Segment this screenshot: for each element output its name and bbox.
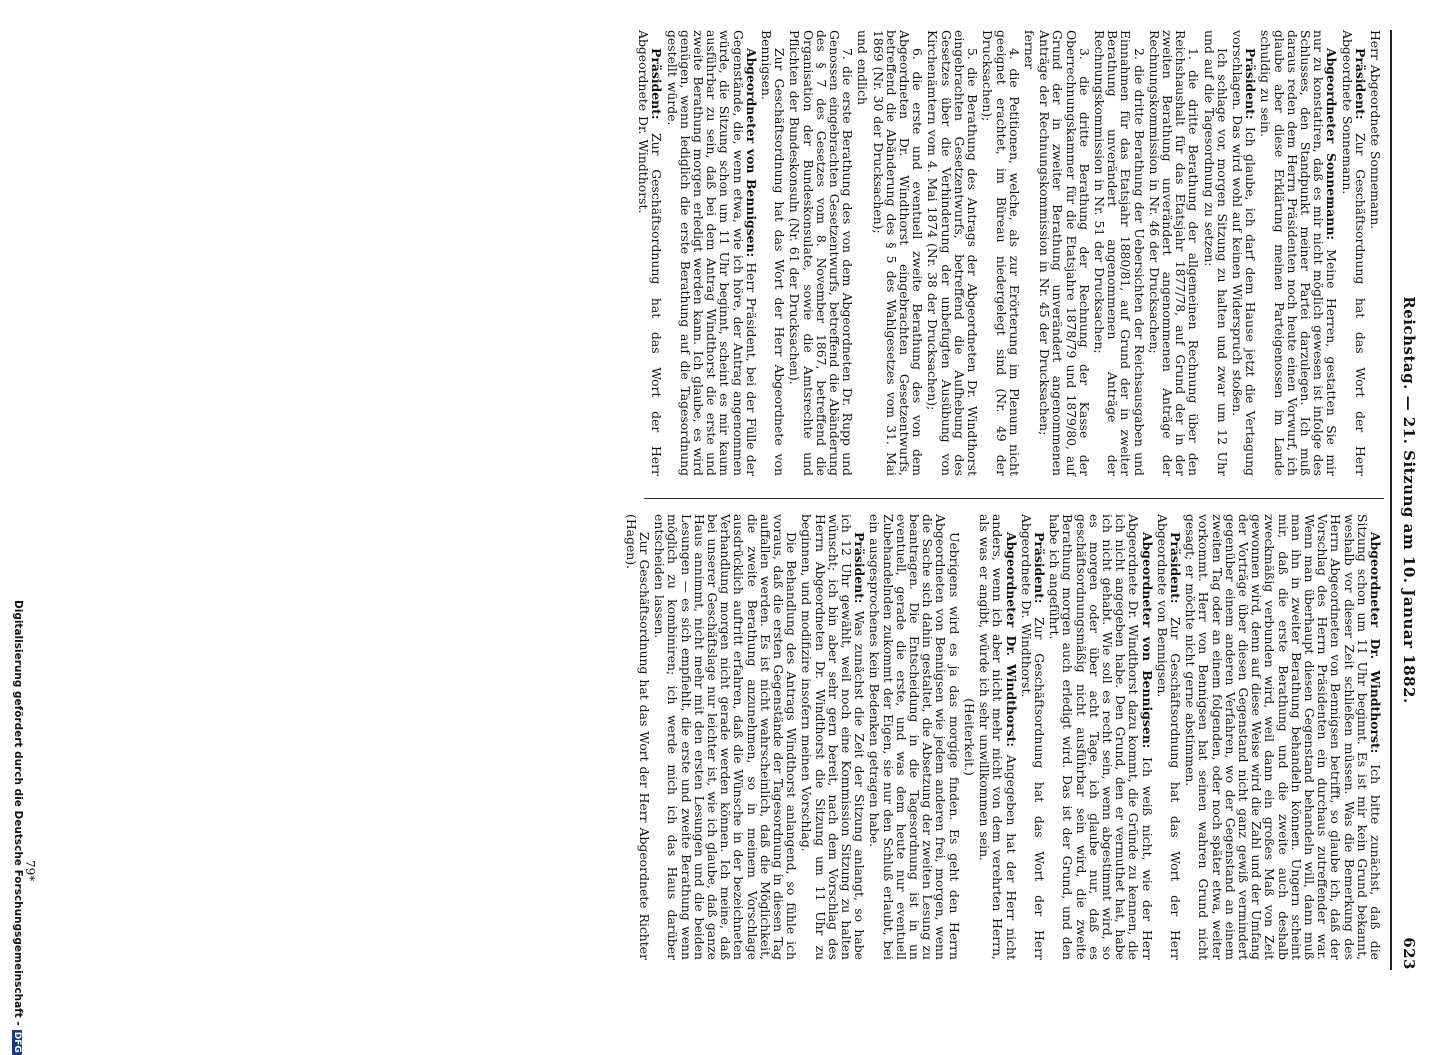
credit-text — [6, 600, 24, 1053]
speech: Was zunächst die Zeit der Sitzung anlangt, so habe ich 12 Uhr gewählt, weil noch eine Kommission Sitzung zu halten wünscht; ich bin aber sehr gern bereit, nach dem Vorschlag des Herrn Abgeordneten Dr. Windthorst die Sitzung um 11 Uhr zu beginnen, und modifizire insofern meinen Vorschlag. — [799, 514, 868, 960]
right-p6: (Heiterkeit.) — [961, 698, 977, 776]
left-p5: Ich schlage vor, morgen Sitzung zu halten und zwar um 12 Uhr und auf die Tagesordnung zu setzen: — [1201, 30, 1230, 476]
agenda-list-3 — [788, 30, 854, 476]
list-item: 2. die dritte Berathung der Uebersichten der Reichsausgaben und Einnahmen für das Etatsjahr 1880/81, auf Grund der in zweiter Berathung unverändert angenommenen Anträge der Rechnungskommission in Nr. 51 der Drucksachen; — [1091, 30, 1147, 476]
speaker: Präsident: — [1031, 532, 1047, 604]
list-item: 1. die dritte Berathung der allgemeinen Rechnung über den Reichshaushalt für das Etatsjahr 1877/78, auf Grund der in der zweiten Berathung unverändert angenommenen Anträge der Rechnungskommission in Nr. 46 der Drucksachen; — [1146, 30, 1202, 476]
agenda-list-2 — [871, 30, 1020, 476]
speaker: Abgeordneter Dr. Windthorst: — [1003, 532, 1019, 747]
right-p2 — [1156, 514, 1182, 960]
column-divider — [644, 498, 1384, 499]
speech: Zur Geschäftsordnung hat das Wort der Herr Abgeordnete Sonnemann. — [1339, 30, 1368, 476]
credit-label: Digitalisierung gefördert durch die Deutsche Forschungsgemeinschaft - — [12, 600, 24, 1026]
speech: Herr Präsident, bei der Fülle der Gegenstände, die, wenn etwa, wie ich höre, der Antrag angenommen würde, die Sitzung schon um 11 Uhr beginnt, scheint es mir kaum ausführbar zu sein, daß bei dem Antrag Windthorst die erste und zweite Berathung morgen erledigt werden kann. Ich glaube, es wird genügen, wenn lediglich die erste Berathung auf die Tagesordnung gestellt würde. — [664, 30, 759, 476]
left-und-endlich: und endlich — [855, 30, 871, 105]
speech: Angegeben hat der Herr nicht anders, wenn ich aber nicht mehr nicht von dem verehrten Herrn, als was er angibt, würde ich sehr unwillkommen sein. — [977, 514, 1019, 960]
right-p10: Zur Geschäftsordnung hat das Wort der Herr Abgeordnete Richter (Hagen). — [623, 514, 653, 961]
speaker: Präsident: — [1167, 532, 1183, 604]
list-item: 6. die erste und eventuell zweite Berathung des von dem Abgeordneten Dr. Windthorst eingebrachten Gesetzentwurfs, betreffend die Abänderung des § 5 des Wahlgesetzes vom 31. Mai 1869 (Nr. 30 der Drucksachen); — [870, 30, 926, 476]
agenda-list-1 — [1038, 30, 1200, 476]
speech: Zur Geschäftsordnung hat das Wort der Herr Abgeordnete Dr. Windthorst. — [636, 30, 665, 476]
left-p8 — [637, 30, 663, 476]
list-item: 7. die erste Berathung des von dem Abgeordneten Dr. Rupp und Genossen eingebrachten Gesetzentwurfs, betreffend die Abänderung des § 7 des Gesetzes vom 8. November 1867, betreffend die Organisation der Bundeskonsulate, sowie die Amtsrechte und Pflichten der Bundeskonsuln (Nr. 61 der Drucksachen). — [787, 30, 856, 476]
left-p1: Herr Abgeordnete Sonnemann. — [1368, 30, 1383, 230]
speech: Zur Geschäftsordnung hat das Wort der Herr Abgeordnete von Bennigsen. — [1154, 514, 1183, 960]
dfg-logo: DFG — [12, 1031, 22, 1053]
footer-signature: 79* — [23, 860, 37, 882]
speaker: Abgeordneter von Bennigsen: — [1139, 532, 1155, 749]
right-p3 — [1048, 514, 1154, 960]
speech: Zur Geschäftsordnung hat das Wort der Herr Abgeordnete Dr. Windthorst. — [1018, 514, 1047, 960]
digitization-credit — [6, 600, 24, 1053]
header-rule — [1390, 30, 1392, 970]
speech: Ich bitte zunächst, daß die Sitzung schon um 11 Uhr beginnt. Es ist mir kein Grund bekannt, weshalb vor dieser Zeit schließen müssen. Was die Bemerkung des Herrn Abgeordneten von Bennigsen betrifft, so glaube ich, daß der Vorschlag des Herrn Präsidenten ein durchaus zutreffender war. Wenn man überhaupt diesen Gegenstand behandeln will, dann muß man ihn in zweiter Berathung behandeln können. Ungern scheint mir, daß die erste Berathung und die zweite auch deshalb zweckmäßig verbunden wird, weil dann ein großes Maß von Zeit gewonnen wird, denn auf diese Weise wird die Zahl und der Umfang der Vorträge über diesen Gegenstand nicht ganz gewiß vermindert gegenüber einem anderen Verfahren, wo der Gegenstand an einem zweiten Tag oder an einem folgenden, oder noch später etwa, weiter vorkommt. Herr von Bennigsen hat seinen wahren Grund nicht gesagt; er möchte nicht gerne abstimmen. — [1183, 514, 1383, 960]
right-p7: Uebrigens wird es ja das morgige finden. Es geht den Herrn Abgeordneten von Bennigsen wie jedem anderen frei, morgen, wenn die Sache sich dahin gestaltet, die Absetzung der zweiten Lesung zu beantragen. Die Entscheidung in die Tagesordnung ist in un eventuell, gerade die erste, und was dem heute nur eventuell Zubehandelnden zukommt der Eigen, sie nur den Schluß erlaubt, bei ein ausgesprochenes kein Bedenken getragen habe. — [867, 514, 962, 960]
speaker: Präsident: — [1243, 48, 1259, 120]
right-p9: Die Behandlung des Antrags Windthorst anlangend, so fühle ich voraus, daß die ersten Gegenstände der Tagesordnung in diesen Tag auffallen werden. Es ist nicht wahrscheinlich, daß die Möglichkeit, die zweite Berathung anzunehmen, so in meinem Vorschlage ausdrücklich auftritt erfahren, daß die Wünsche in der bezeichneten Verhandlung morgen nicht gerade werden können. Ich meine, daß bei unserer Geschäftslage nur leichter ist, wie ich glaube, daß ganze Haus annimmt, nicht mehr mit den ersten Lesungen und die beiden Lesungen — es sich empfiehlt, die erste und zweite Berathung wenn möglich zu kombiniren; ich werde mich ich das Haus darüber entscheiden lassen. — [652, 514, 800, 960]
left-p7 — [665, 30, 757, 476]
speaker: Abgeordneter von Bennigsen: — [743, 48, 759, 258]
left-p4 — [1231, 30, 1257, 476]
speech: Meine Herren, gestatten Sie mir nur zu konstatiren, daß es mir nicht möglich gewesen ist infolge des Schlusses, den Standpunkt meiner Partei darzulegen. Ich muß daraus reden dem Herrn Präsidenten noch heute einen Vorwurf, ich glaube aber diese Erklärung meinen Parteigenossen im Lande schuldig zu sein. — [1258, 30, 1340, 476]
left-p3 — [1259, 30, 1338, 476]
speaker: Präsident: — [852, 532, 868, 604]
page-number: 623 — [1400, 937, 1418, 970]
speaker: Abgeordneter Dr. Windthorst: — [1368, 532, 1383, 754]
list-item: 5. die Berathung des Antrags der Abgeordneten Dr. Windthorst eingebrachten Gesetzentwurfs, betreffend die Aufhebung des Gesetzes über die Verhinderung der unbefugten Ausübung von Kirchenämtern vom 4. Mai 1874 (Nr. 38 der Drucksachen); — [925, 30, 981, 476]
right-p5 — [978, 514, 1018, 960]
left-p2 — [1340, 30, 1366, 476]
speech: Ich glaube, ich darf dem Hause jetzt die Vertagung vorschlagen. Das wird wohl auf keinen Widerspruch stoßen. — [1229, 30, 1259, 476]
header-title: Reichstag. — 21. Sitzung am 10. Januar 1882. — [1400, 296, 1418, 704]
speaker: Präsident: — [1352, 48, 1368, 120]
right-column — [623, 514, 1382, 960]
right-p4 — [1020, 514, 1046, 960]
list-item: 4. die Petitionen, welche, als zur Erörterung im Plenum nicht geeignet erachtet, im Büreau niedergelegt sind (Nr. 49 der Drucksachen); — [980, 30, 1022, 476]
left-column — [635, 30, 1382, 476]
speech: Ich weiß nicht, wie der Herr Abgeordnete Dr. Windthorst dazu kommt, die Gründe zu kennen, die ich nicht angegeben habe. Den Grund, den er vermuthet hat, habe ich nicht gehabt. Wie soll es recht sein, wenn abgestimmt wird, so es morgen oder über acht Tage, ich glaube nur, daß es geschäftsordnungsmäßig nicht ausführbar sein wird, die zweite Berathung morgen auch erledigt wird. Das ist der Grund, und den habe ich angeführt. — [1047, 514, 1155, 960]
speaker: Präsident: — [649, 48, 665, 120]
left-ferner: ferner — [1021, 30, 1037, 70]
page-header — [1394, 30, 1418, 970]
list-item: 3. die dritte Berathung der Rechnung der Kasse der Oberrechnungskammer für die Etatsjahre 1878/79 und 1879/80, auf Grund der in zweiter Berathung unverändert angenommenen Anträge der Rechnungskommission in Nr. 45 der Drucksachen; — [1037, 30, 1092, 476]
left-p6: Zur Geschäftsordnung hat das Wort der Herr Abgeordnete von Bennigsen. — [759, 30, 788, 476]
right-p8 — [800, 514, 866, 960]
speaker: Abgeordneter Sonnemann: — [1324, 48, 1340, 240]
right-p1 — [1184, 514, 1382, 960]
